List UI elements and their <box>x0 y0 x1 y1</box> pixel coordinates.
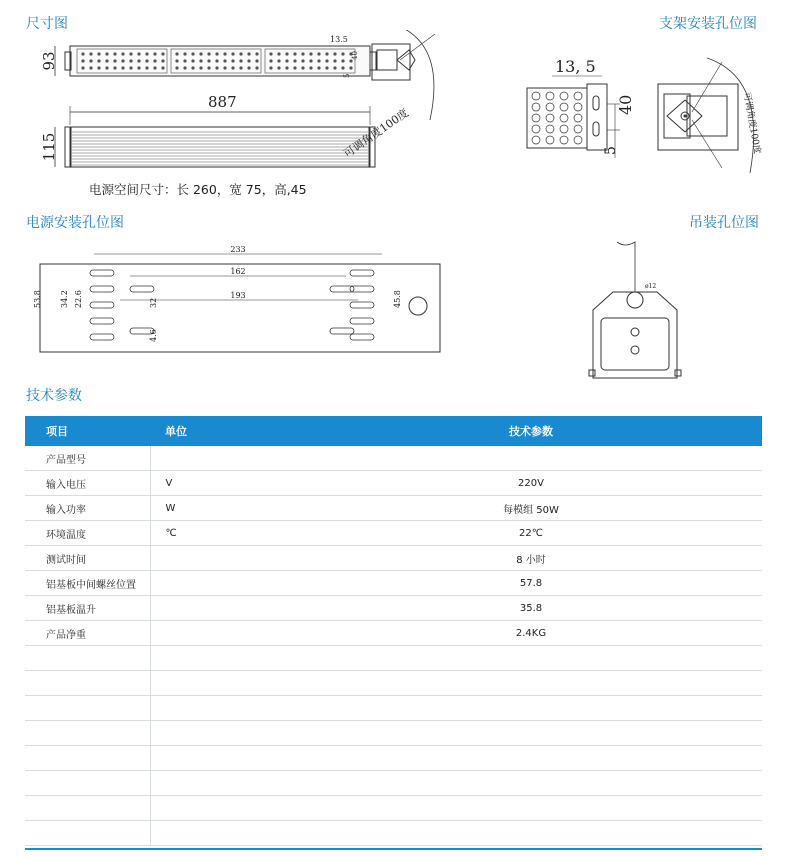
driver-holes-drawing <box>30 240 450 360</box>
table-bottom-rule <box>25 848 762 850</box>
dimension-drawing <box>25 30 455 180</box>
row-item: 输入功率 <box>25 496 150 521</box>
row-unit <box>150 771 300 796</box>
row-param: 2.4KG <box>300 621 762 646</box>
row-unit <box>150 571 300 596</box>
adjust-angle-label: 可调角度100度 <box>341 106 411 161</box>
table-row <box>25 746 762 771</box>
driver-dim-45-8: 45.8 <box>393 290 402 308</box>
row-unit <box>150 546 300 571</box>
row-param <box>300 746 762 771</box>
row-unit: V <box>150 471 300 496</box>
row-unit: W <box>150 496 300 521</box>
row-item <box>25 696 150 721</box>
dim-93-label: 93 <box>40 51 58 71</box>
table-row <box>25 696 762 721</box>
table-row <box>25 571 762 596</box>
table-row <box>25 546 762 571</box>
table-row <box>25 521 762 546</box>
row-item <box>25 796 150 821</box>
driver-dim-162: 162 <box>230 267 246 276</box>
row-item: 产品净重 <box>25 621 150 646</box>
row-unit <box>150 621 300 646</box>
row-param <box>300 821 762 846</box>
table-row <box>25 471 762 496</box>
row-param <box>300 696 762 721</box>
dim-115-label: 115 <box>40 132 58 162</box>
bracket-dim-13-5: 13, 5 <box>555 57 596 76</box>
row-unit <box>150 446 300 471</box>
row-item <box>25 771 150 796</box>
spec-table <box>25 416 762 846</box>
row-param <box>300 771 762 796</box>
row-unit <box>150 746 300 771</box>
dim-887-label: 887 <box>208 93 237 111</box>
table-row <box>25 821 762 846</box>
table-row <box>25 496 762 521</box>
dim-40-small: 40 <box>351 51 359 60</box>
bracket-holes-drawing <box>522 38 782 188</box>
table-row <box>25 771 762 796</box>
row-param: 220V <box>300 471 762 496</box>
row-item: 测试时间 <box>25 546 150 571</box>
header-unit: 单位 <box>150 416 300 446</box>
row-param <box>300 721 762 746</box>
row-unit <box>150 671 300 696</box>
hanging-holes-title: 吊装孔位图 <box>689 215 759 231</box>
bracket-holes-title: 支架安装孔位图 <box>659 16 757 32</box>
table-row <box>25 596 762 621</box>
row-param <box>300 796 762 821</box>
row-item <box>25 721 150 746</box>
table-row <box>25 721 762 746</box>
row-unit: ℃ <box>150 521 300 546</box>
row-item: 输入电压 <box>25 471 150 496</box>
driver-dim-193: 193 <box>230 291 246 300</box>
driver-dim-53-8: 53.8 <box>33 290 42 308</box>
row-param: 8 小时 <box>300 546 762 571</box>
dimension-drawing-title: 尺寸图 <box>26 16 68 32</box>
row-item: 环境温度 <box>25 521 150 546</box>
row-unit <box>150 696 300 721</box>
tech-params-title: 技术参数 <box>26 388 82 404</box>
hanging-hole-label: ø12 <box>645 283 657 290</box>
driver-dim-4-6: 4.6 <box>149 329 158 342</box>
row-item <box>25 671 150 696</box>
driver-dim-233: 233 <box>230 245 246 254</box>
dim-5-small: 5 <box>343 73 351 78</box>
bracket-adjust-angle: 可调角度100度 <box>741 91 762 155</box>
table-row <box>25 621 762 646</box>
row-param <box>300 446 762 471</box>
bracket-dim-5: 5 <box>603 146 619 155</box>
table-row <box>25 796 762 821</box>
header-param: 技术参数 <box>300 416 762 446</box>
table-row <box>25 671 762 696</box>
row-unit <box>150 821 300 846</box>
row-item: 铝基板中间螺丝位置 <box>25 571 150 596</box>
row-param: 22℃ <box>300 521 762 546</box>
table-row <box>25 646 762 671</box>
row-unit <box>150 721 300 746</box>
driver-dim-22-6: 22.6 <box>74 290 83 308</box>
row-item <box>25 746 150 771</box>
hanging-holes-drawing <box>585 238 685 386</box>
row-item: 产品型号 <box>25 446 150 471</box>
driver-dim-34-2: 34.2 <box>60 290 69 308</box>
row-unit <box>150 796 300 821</box>
header-item: 项目 <box>25 416 150 446</box>
row-param <box>300 671 762 696</box>
driver-space-caption: 电源空间尺寸：长 260，宽 75，高,45 <box>89 182 307 197</box>
spec-table-header <box>25 416 762 446</box>
row-unit <box>150 596 300 621</box>
driver-holes-title: 电源安装孔位图 <box>26 215 124 231</box>
row-item: 铝基板温升 <box>25 596 150 621</box>
bracket-dim-40: 40 <box>616 94 635 115</box>
table-row <box>25 446 762 471</box>
row-param: 每模组 50W <box>300 496 762 521</box>
row-item <box>25 646 150 671</box>
row-unit <box>150 646 300 671</box>
row-param <box>300 646 762 671</box>
row-param: 57.8 <box>300 571 762 596</box>
row-param: 35.8 <box>300 596 762 621</box>
driver-dim-32: 32 <box>149 297 158 308</box>
dim-13-5-small: 13.5 <box>330 35 348 44</box>
row-item <box>25 821 150 846</box>
